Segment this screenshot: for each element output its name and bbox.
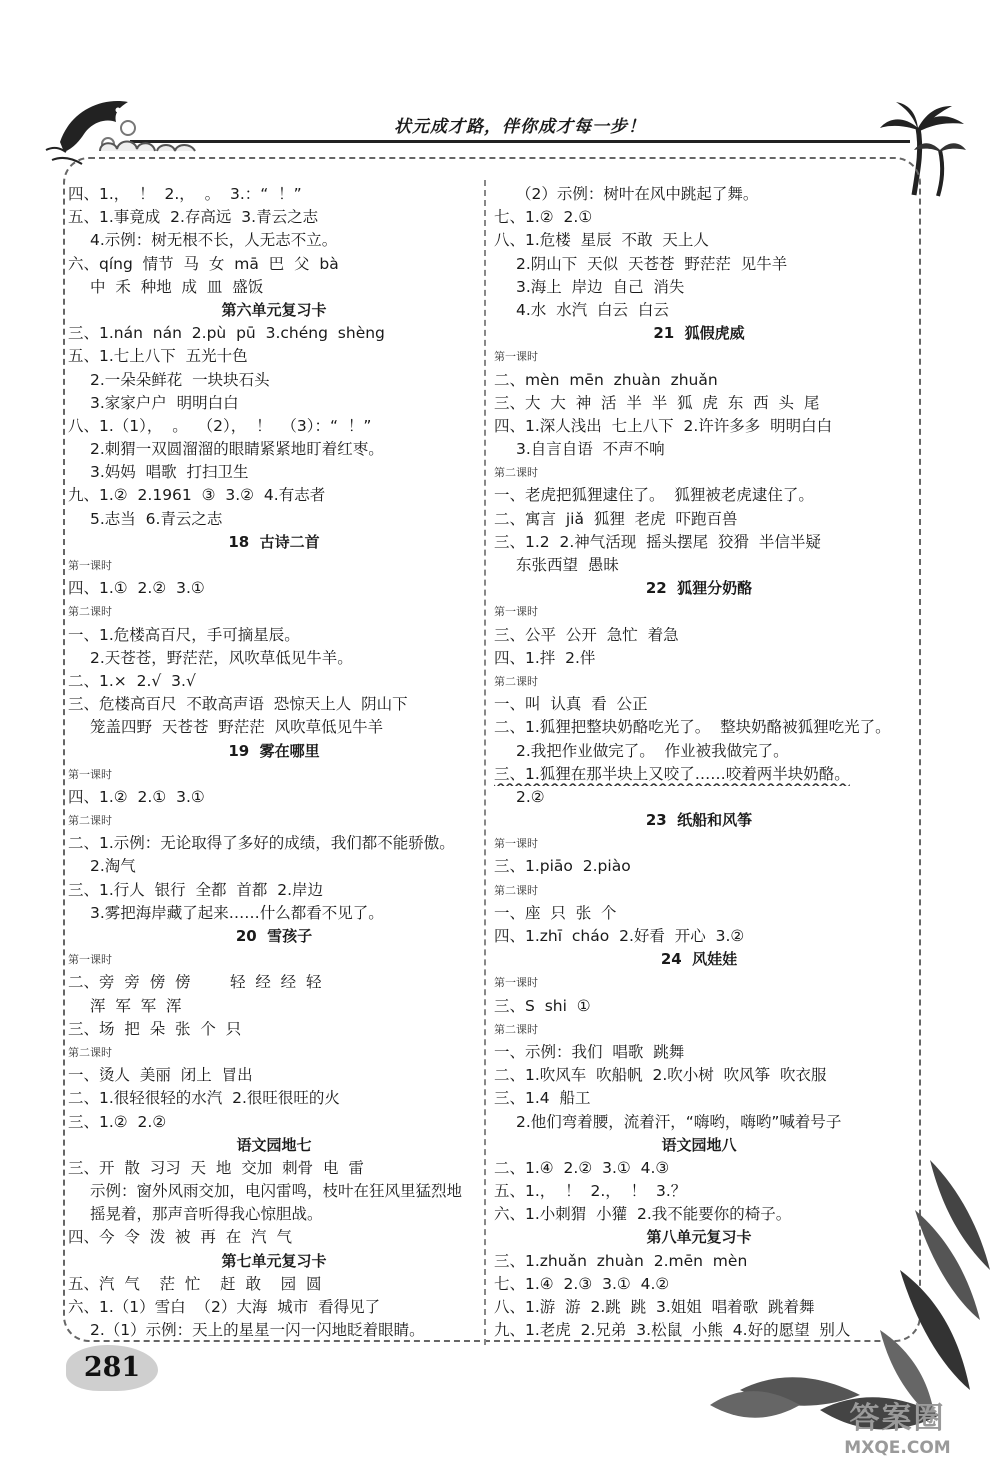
answer-line: 笼盖四野 天苍苍 野茫茫 风吹草低见牛羊 — [90, 718, 384, 737]
section-heading: 22 狐狸分奶酪 — [645, 579, 753, 598]
answer-line: 二、1.× 2.√ 3.√ — [68, 671, 196, 690]
lesson-label: 第二课时 — [494, 1022, 538, 1036]
answer-line: 4.示例：树无根不长，人无志不立。 — [90, 231, 338, 250]
answer-line: 二、1.④ 2.② 3.① 4.③ — [494, 1158, 670, 1177]
answer-line: 三、S shi ① — [494, 996, 591, 1015]
answer-line: 八、1.危楼 星辰 不敢 天上人 — [494, 231, 709, 250]
lesson-label: 第一课时 — [68, 953, 112, 967]
answer-line: 五、1.， ！ 2.， ！ 3.？ — [494, 1182, 687, 1201]
answer-line: 浑 军 军 浑 — [90, 996, 182, 1015]
lesson-label: 第二课时 — [68, 605, 112, 619]
watermark-logo: 答案圈 — [849, 1401, 946, 1436]
answer-line: 一、叫 认真 看 公正 — [494, 695, 648, 714]
section-heading: 19 雾在哪里 — [228, 741, 320, 760]
lesson-label: 第一课时 — [68, 767, 112, 781]
answer-line: 三、场 把 朵 张 个 只 — [68, 1019, 242, 1038]
section-heading: 21 狐假虎威 — [653, 324, 745, 343]
answer-line: 七、1.② 2.① — [494, 208, 593, 227]
answer-line: 九、1.② 2.1961 ③ 3.② 4.有志者 — [68, 486, 326, 505]
answer-line: 三、1.行人 银行 全都 首都 2.岸边 — [68, 880, 323, 899]
answer-line: 东张西望 愚昧 — [516, 556, 619, 574]
section-heading: 第六单元复习卡 — [221, 300, 327, 319]
answer-line: 二、1.很轻很轻的水汽 2.很旺很旺的火 — [68, 1089, 340, 1108]
answer-line: 六、1.（1）雪白 （2）大海 城市 看得见了 — [68, 1298, 381, 1316]
answer-line: 5.志当 6.青云之志 — [90, 509, 223, 528]
answer-line: 2.一朵朵鲜花 一块块石头 — [90, 370, 270, 389]
answer-line: 五、1.事竟成 2.存高远 3.青云之志 — [68, 208, 319, 227]
answer-line: 3.妈妈 唱歌 打扫卫生 — [90, 463, 249, 482]
lesson-label: 第一课时 — [494, 976, 538, 990]
answer-line: 四、1.② 2.① 3.① — [68, 787, 205, 806]
answer-line: 中 禾 种地 成 皿 盛饭 — [90, 277, 264, 296]
section-heading: 第八单元复习卡 — [646, 1228, 752, 1247]
lesson-label: 第二课时 — [494, 466, 538, 480]
answer-line: 一、座 只 张 个 — [494, 903, 617, 922]
answer-line: 三、危楼高百尺 不敢高声语 恐惊天上人 阴山下 — [68, 695, 408, 714]
answer-line: 三、1.② 2.② — [68, 1112, 167, 1131]
answer-line: 四、今 令 泼 被 再 在 汽 气 — [68, 1228, 292, 1247]
answer-line: 4.水 水汽 白云 白云 — [516, 300, 669, 319]
answer-line: （2）示例：树叶在风中跳起了舞。 — [516, 185, 759, 203]
watermark-url: MXQE.COM — [844, 1438, 951, 1458]
lesson-label: 第二课时 — [68, 814, 112, 828]
header-rule — [130, 140, 910, 143]
section-heading: 18 古诗二首 — [228, 532, 320, 551]
answer-line: 一、1.危楼高百尺，手可摘星辰。 — [68, 625, 300, 644]
answer-line: 三、1.2 2.神气活现 摇头摆尾 狡猾 半信半疑 — [494, 532, 821, 551]
section-heading: 第七单元复习卡 — [221, 1251, 327, 1270]
answer-line: 3.自言自语 不声不响 — [516, 440, 665, 459]
answer-line: 示例：窗外风雨交加，电闪雷鸣，枝叶在狂风里猛烈地 — [90, 1182, 463, 1201]
answer-line: 2.他们弯着腰，流着汗，“嗨哟，嗨哟”喊着号子 — [516, 1112, 842, 1131]
answer-line: 2.（1）示例：天上的星星一闪一闪地眨着眼睛。 — [90, 1321, 425, 1340]
answer-line: 八、1.游 游 2.跳 跳 3.姐姐 唱着歌 跳着舞 — [494, 1298, 815, 1316]
answer-line: 五、1.七上八下 五光十色 — [68, 347, 248, 366]
lesson-label: 第一课时 — [68, 559, 112, 572]
answer-line: 一、老虎把狐狸逮住了。 狐狸被老虎逮住了。 — [494, 486, 814, 505]
answer-line: 2.天苍苍，野茫茫，风吹草低见牛羊。 — [90, 648, 353, 667]
lesson-label: 第一课时 — [494, 350, 538, 364]
header-slogan: 状元成才路，伴你成才每一步！ — [394, 117, 646, 137]
answer-line: 四、1.① 2.② 3.① — [68, 579, 205, 598]
answer-line: 三、开 散 习习 天 地 交加 刺骨 电 雷 — [68, 1158, 364, 1177]
answer-line: 三、1.4 船工 — [494, 1089, 591, 1108]
watermark — [800, 1400, 995, 1465]
answer-line: 三、1.狐狸在那半块上又咬了……咬着两半块奶酪。 — [494, 764, 850, 783]
answer-line: 2.阴山下 天似 天苍苍 野茫茫 见牛羊 — [516, 254, 788, 273]
answer-line: 摇晃着，那声音听得我心惊胆战。 — [90, 1205, 323, 1224]
answer-line: 六、1.小刺猬 小獾 2.我不能要你的椅子。 — [494, 1205, 792, 1224]
answer-line: 三、1.nán nán 2.pù pū 3.chéng shèng — [68, 324, 385, 343]
answer-line: 2.② — [516, 787, 545, 806]
section-heading: 23 纸船和风筝 — [645, 811, 753, 830]
answer-line: 三、大 大 神 活 半 半 狐 虎 东 西 头 尾 — [494, 393, 820, 412]
section-heading: 20 雪孩子 — [235, 927, 313, 945]
column-divider — [484, 180, 486, 1345]
section-heading: 24 风娃娃 — [660, 950, 738, 969]
answer-line: 九、1.老虎 2.兄弟 3.松鼠 小熊 4.好的愿望 别人 — [494, 1321, 851, 1340]
answer-line: 2.淘气 — [90, 857, 136, 876]
answer-line: 七、1.④ 2.③ 3.① 4.② — [494, 1274, 670, 1293]
answer-line: 2.我把作业做完了。 作业被我做完了。 — [516, 741, 789, 760]
answer-line: 3.雾把海岸藏了起来……什么都看不见了。 — [90, 903, 384, 922]
answer-line: 三、1.zhuǎn zhuàn 2.mēn mèn — [494, 1251, 748, 1270]
answer-line: 四、1.， ！ 2.， 。 3.：“ ！” — [68, 185, 302, 203]
answer-line: 八、1.（1）， 。 （2）， ！ （3）：“ ！” — [68, 416, 372, 435]
answer-line: 二、mèn mēn zhuàn zhuǎn — [494, 370, 718, 389]
section-heading: 语文园地七 — [236, 1135, 312, 1154]
answer-line: 四、1.深人浅出 七上八下 2.许许多多 明明白白 — [494, 416, 833, 435]
answer-line: 一、烫人 美丽 闭上 冒出 — [68, 1066, 253, 1085]
lesson-label: 第二课时 — [494, 674, 538, 688]
page-number: 281 — [66, 1345, 158, 1391]
answer-line: 3.海上 岸边 自己 消失 — [516, 277, 685, 296]
page-header — [0, 0, 1000, 170]
lesson-label: 第二课时 — [494, 883, 538, 897]
answer-line: 四、1.拌 2.伴 — [494, 648, 596, 667]
answer-line: 二、1.示例：无论取得了多好的成绩，我们都不能骄傲。 — [68, 834, 455, 853]
answer-line: 二、1.狐狸把整块奶酪吃光了。 整块奶酪被狐狸吃光了。 — [494, 718, 891, 737]
answer-line: 二、寓言 jiǎ 狐狸 老虎 吓跑百兽 — [494, 509, 738, 528]
answer-line: 三、公平 公开 急忙 着急 — [494, 625, 679, 644]
answer-line: 二、1.吹风车 吹船帆 2.吹小树 吹风筝 吹衣服 — [494, 1066, 827, 1085]
section-heading: 语文园地八 — [661, 1135, 737, 1154]
answer-line: 五、汽 气 茫 忙 赶 敢 园 圆 — [68, 1274, 322, 1293]
answer-line: 3.家家户户 明明白白 — [90, 393, 239, 412]
answer-line: 四、1.zhī cháo 2.好看 开心 3.② — [494, 927, 745, 945]
lesson-label: 第一课时 — [494, 837, 538, 851]
lesson-label: 第一课时 — [494, 605, 538, 619]
answer-line: 2.刺猬一双圆溜溜的眼睛紧紧地盯着红枣。 — [90, 440, 384, 459]
answer-line: 二、旁 旁 傍 傍 轻 经 经 轻 — [68, 973, 322, 992]
left-column — [68, 183, 480, 1342]
answer-line: 六、qíng 情节 马 女 mā 巴 父 bà — [68, 254, 339, 273]
answer-line: 一、示例：我们 唱歌 跳舞 — [494, 1042, 685, 1061]
answer-line: 三、1.piāo 2.piào — [494, 857, 631, 876]
lesson-label: 第二课时 — [68, 1045, 112, 1059]
